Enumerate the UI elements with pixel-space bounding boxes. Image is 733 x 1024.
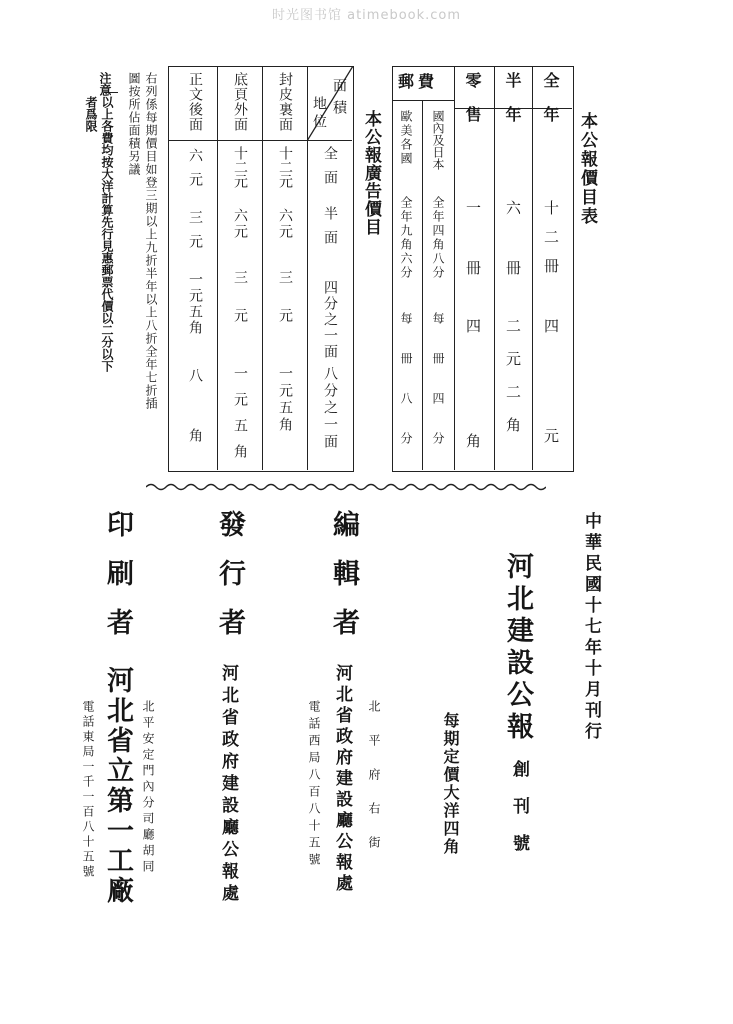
half-year-issues: 六冊 xyxy=(504,200,522,320)
full-year-header: 全年 xyxy=(541,72,560,140)
price-col-divider xyxy=(494,66,495,470)
half-year-price: 二元二角 xyxy=(504,318,522,450)
discount-note: 右列係每期價目如登三期以上九折半年以上八折全年七折插 xyxy=(144,72,158,410)
price-header-divider xyxy=(392,100,454,101)
postage-foreign-label: 歐美各國 xyxy=(399,110,413,166)
price-list-title: 本公報價目表 xyxy=(577,112,597,226)
publisher-name: 河北省政府建設廳公報處 xyxy=(218,664,238,906)
postage-header: 郵費 xyxy=(398,72,439,91)
publication-price: 每期定價大洋四角 xyxy=(441,712,460,856)
half-year-header: 半年 xyxy=(503,72,522,140)
ad-col-divider xyxy=(217,66,218,470)
ad-rates-title: 本公報廣告價目 xyxy=(361,110,381,236)
attention-text: 以上各費均按大洋計算先行見惠郵票代價以二分以下 xyxy=(100,96,114,372)
ad-price-cell: 十二元 xyxy=(277,146,293,188)
ad-price-cell: 三元 xyxy=(232,270,248,346)
ad-col-eighth: 八分之一面 xyxy=(322,366,338,451)
ad-price-cell: 六元 xyxy=(277,208,293,240)
postage-foreign-year: 全年九角六分 xyxy=(399,196,413,280)
price-col-divider xyxy=(454,66,455,470)
printer-role: 印刷者 xyxy=(102,510,133,657)
editor-role: 編輯者 xyxy=(328,510,359,657)
ad-price-cell: 一元五角 xyxy=(187,272,203,336)
postage-domestic-year: 全年四角八分 xyxy=(431,196,445,280)
discount-note-continued: 圖按所佔面積另議 xyxy=(127,72,141,176)
ad-price-cell: 六元 xyxy=(232,208,248,240)
editor-phone: 電話西局八百八十五號 xyxy=(307,700,321,870)
printer-name: 河北省立第一工廠 xyxy=(102,666,133,906)
ad-price-cell: 八角 xyxy=(187,368,203,488)
publication-date: 中華民國十七年十月刊行 xyxy=(581,512,601,743)
postage-foreign-each: 每冊八分 xyxy=(399,312,413,472)
ad-price-cell: 一元五角 xyxy=(232,366,248,470)
publisher-role: 發行者 xyxy=(214,510,245,657)
single-copy-price: 四角 xyxy=(464,318,482,548)
attention-text-continued: 者爲限 xyxy=(84,96,98,132)
publication-name: 河北建設公報 xyxy=(502,552,533,744)
attention-label: 注意 xyxy=(98,72,112,96)
editor-name: 河北省政府建設廳公報處 xyxy=(332,664,352,895)
ad-price-cell: 十二元 xyxy=(232,146,248,188)
printer-phone: 電話東局一千一百八十五號 xyxy=(81,700,95,880)
ad-col-full: 全面 xyxy=(322,146,338,194)
publication-issue: 創刊號 xyxy=(509,760,529,871)
full-year-price: 四元 xyxy=(542,318,560,538)
editor-address: 北平府右街 xyxy=(367,700,381,870)
price-col-divider xyxy=(422,100,423,470)
ad-price-cell: 六元 xyxy=(187,148,203,196)
price-col-divider xyxy=(532,66,533,470)
wavy-divider xyxy=(146,480,546,494)
ad-row-position: 正文後面 xyxy=(187,72,203,132)
ad-row-position: 底頁外面 xyxy=(232,72,248,132)
ad-header-area: 面積 xyxy=(331,78,347,122)
ad-col-half: 半面 xyxy=(322,206,338,254)
full-year-issues: 十二冊 xyxy=(542,200,560,287)
printer-address: 北平安定門內分司廳胡同 xyxy=(141,700,155,876)
ad-price-cell: 三元 xyxy=(187,210,203,258)
watermark: 时光图书馆 atimebook.com xyxy=(271,8,462,23)
ad-col-quarter: 四分之一面 xyxy=(322,280,338,360)
ad-header-position: 地位 xyxy=(311,96,327,132)
postage-domestic-label: 國內及日本 xyxy=(431,110,445,170)
ad-price-cell: 一元五角 xyxy=(277,366,293,434)
ad-row-position: 封皮裏面 xyxy=(277,72,293,132)
single-copy-issues: 一冊 xyxy=(464,200,482,320)
ad-col-divider xyxy=(262,66,263,470)
postage-domestic-each: 每冊四分 xyxy=(431,312,445,472)
single-copy-header: 零售 xyxy=(463,72,482,140)
ad-price-cell: 三元 xyxy=(277,270,293,346)
